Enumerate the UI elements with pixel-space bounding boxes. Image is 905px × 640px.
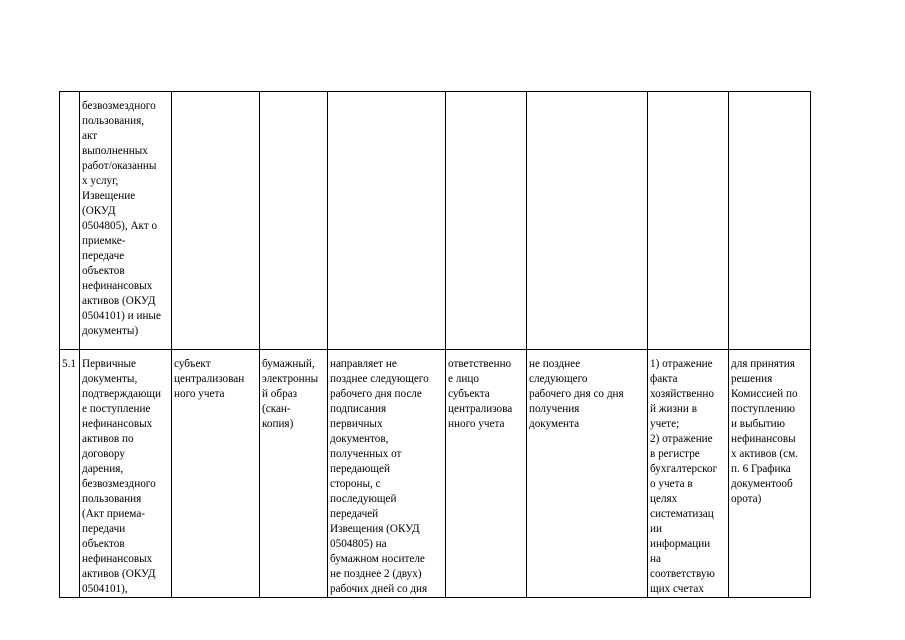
note-cell [729,92,811,350]
purpose-cell [648,92,729,350]
row-number-cell [60,92,80,350]
action-cell: направляет не позднее следующего рабочего дня после подписания первичных документов, полученных от передающей стороны, с последующей передачей Извещения (ОКУД 0504805) на бумажном носителе не позднее 2 (двух) рабочих дней со дня [328,350,446,598]
row-number-cell: 5.1 [60,350,80,598]
executor-cell [172,92,260,350]
deadline-cell [527,92,648,350]
note-cell: для принятия решения Комиссией по поступлению и выбытию нефинансовы х активов (см. п. 6 Графика документооб орота) [729,350,811,598]
responsible-cell: ответственно е лицо субъекта централизова нного учета [446,350,527,598]
executor-cell: субъект централизован ного учета [172,350,260,598]
deadline-cell: не позднее следующего рабочего дня со дня получения документа [527,350,648,598]
form-cell: бумажный, электронны й образ (скан- копия) [260,350,328,598]
action-cell [328,92,446,350]
documents-cell: Первичные документы, подтверждающи е поступление нефинансовых активов по договору дарения, безвозмездного пользования (Акт приема- передачи объектов нефинансовых активов (ОКУД 0504101), [80,350,172,598]
documents-cell: безвозмездного пользования, акт выполненных работ/оказанны х услуг, Извещение (ОКУД 0504805), Акт о приемке- передаче объектов нефинансовых активов (ОКУД 0504101) и иные документы) [80,92,172,350]
form-cell [260,92,328,350]
table-row [60,350,811,598]
responsible-cell [446,92,527,350]
purpose-cell: 1) отражение факта хозяйственно й жизни в учете; 2) отражение в регистре бухгалтерског о учета в целях систематизац ии информации на соответствую щих счетах [648,350,729,598]
table-row [60,92,811,350]
document-table [59,91,811,598]
